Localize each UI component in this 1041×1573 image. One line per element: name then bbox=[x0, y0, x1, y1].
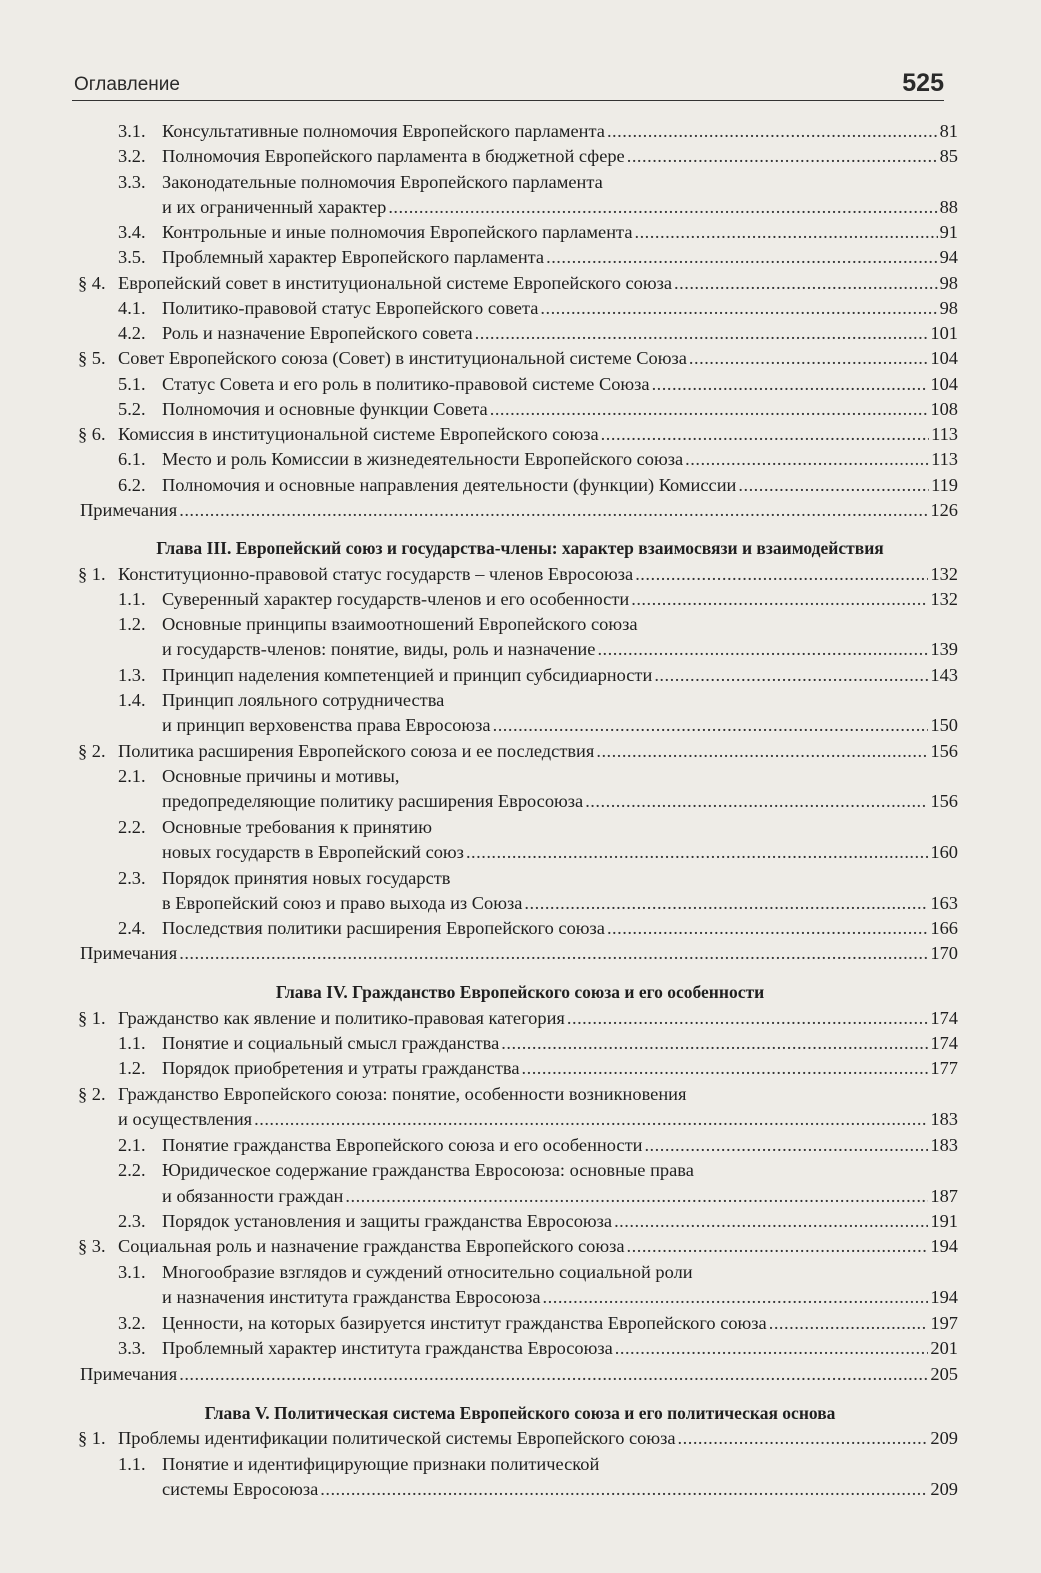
entry-title: и обязанности граждан bbox=[162, 1186, 344, 1206]
entry-page-number: 150 bbox=[930, 715, 958, 735]
entry-number: 5.1. bbox=[118, 374, 146, 394]
entry-page-number: 177 bbox=[930, 1058, 958, 1078]
entry-number: 1.3. bbox=[118, 665, 146, 685]
entry-page-number: 101 bbox=[930, 323, 958, 343]
dot-leader bbox=[627, 144, 938, 169]
entry-page-number: 88 bbox=[939, 197, 958, 217]
entry-number: 2.2. bbox=[118, 817, 146, 837]
entry-title: и принцип верховенства права Евросоюза bbox=[162, 715, 491, 735]
toc-entry bbox=[118, 815, 432, 840]
entry-number: 3.1. bbox=[118, 121, 146, 141]
entry-number: 1.1. bbox=[118, 1454, 146, 1474]
dot-leader bbox=[627, 1234, 929, 1259]
dot-leader bbox=[601, 422, 929, 447]
entry-title: и назначения института гражданства Евросоюза bbox=[162, 1287, 541, 1307]
entry-title: Гражданство Европейского союза: понятие, особенности возникновения bbox=[118, 1084, 687, 1104]
toc-entry bbox=[118, 119, 958, 144]
entry-number: 3.4. bbox=[118, 222, 146, 242]
toc-entry bbox=[118, 1260, 693, 1285]
toc-entry bbox=[118, 245, 958, 270]
toc-entry bbox=[118, 1158, 694, 1183]
dot-leader bbox=[634, 220, 937, 245]
entry-page-number: 197 bbox=[930, 1313, 958, 1333]
entry-number: 4.2. bbox=[118, 323, 146, 343]
dot-leader bbox=[546, 245, 938, 270]
entry-title: и государств-членов: понятие, виды, роль и назначение bbox=[162, 639, 596, 659]
toc-entry bbox=[118, 473, 958, 498]
entry-title: Конституционно-правовой статус государств – членов Евросоюза bbox=[118, 564, 634, 584]
dot-leader bbox=[644, 1133, 928, 1158]
entry-number: 4.1. bbox=[118, 298, 146, 318]
entry-page-number: 104 bbox=[930, 374, 958, 394]
toc-entry bbox=[162, 1477, 958, 1502]
page-number: 525 bbox=[902, 69, 944, 97]
dot-leader bbox=[654, 663, 928, 688]
toc-entry bbox=[162, 713, 958, 738]
entry-number: 2.3. bbox=[118, 1211, 146, 1231]
toc-entry bbox=[118, 764, 399, 789]
entry-title: Порядок установления и защиты гражданства Евросоюза bbox=[162, 1211, 613, 1231]
toc-entry bbox=[118, 397, 958, 422]
entry-title: Консультативные полномочия Европейского парламента bbox=[162, 121, 605, 141]
entry-title: Политико-правовой статус Европейского совета bbox=[162, 298, 539, 318]
toc-entry bbox=[162, 1285, 958, 1310]
entry-title: Понятие и идентифицирующие признаки политической bbox=[162, 1454, 600, 1474]
dot-leader bbox=[567, 1006, 929, 1031]
dot-leader bbox=[466, 840, 928, 865]
chapter-heading: Глава IV. Гражданство Европейского союза и его особенности bbox=[275, 982, 765, 1002]
dot-leader bbox=[540, 296, 937, 321]
entry-title: Порядок приобретения и утраты гражданства bbox=[162, 1058, 520, 1078]
toc-entry bbox=[78, 346, 958, 371]
entry-number: 2.4. bbox=[118, 918, 146, 938]
entry-number: 3.5. bbox=[118, 247, 146, 267]
entry-page-number: 160 bbox=[930, 842, 958, 862]
dot-leader bbox=[607, 119, 938, 144]
entry-title: в Европейский союз и право выхода из Союза bbox=[162, 893, 523, 913]
entry-page-number: 143 bbox=[930, 665, 958, 685]
entry-page-number: 205 bbox=[930, 1364, 958, 1384]
entry-number: 3.3. bbox=[118, 172, 146, 192]
toc-entry bbox=[118, 1311, 958, 1336]
entry-title: Проблемы идентификации политической системы Европейского союза bbox=[118, 1428, 676, 1448]
entry-number: 3.3. bbox=[118, 1338, 146, 1358]
chapter-heading: Глава III. Европейский союз и государства-члены: характер взаимосвязи и взаимодействия bbox=[156, 538, 884, 558]
entry-page-number: 174 bbox=[930, 1033, 958, 1053]
toc-entry bbox=[118, 1133, 958, 1158]
entry-number: § 5. bbox=[78, 348, 106, 368]
dot-leader bbox=[475, 321, 929, 346]
entry-page-number: 183 bbox=[930, 1135, 958, 1155]
toc-entry bbox=[162, 637, 958, 662]
entry-page-number: 194 bbox=[930, 1236, 958, 1256]
entry-title: Примечания bbox=[80, 1364, 178, 1384]
entry-page-number: 170 bbox=[930, 943, 958, 963]
entry-number: 6.1. bbox=[118, 449, 146, 469]
toc-entry bbox=[80, 498, 958, 523]
entry-title: Социальная роль и назначение гражданства Европейского союза bbox=[118, 1236, 625, 1256]
chapter-heading: Глава V. Политическая система Европейского союза и его политическая основа bbox=[204, 1403, 836, 1423]
entry-number: 3.2. bbox=[118, 1313, 146, 1333]
entry-page-number: 119 bbox=[931, 475, 958, 495]
entry-title: Проблемный характер Европейского парламента bbox=[162, 247, 545, 267]
dot-leader bbox=[490, 397, 929, 422]
toc-entry bbox=[118, 1209, 958, 1234]
toc-entry bbox=[118, 1107, 958, 1132]
toc-entry bbox=[118, 1031, 958, 1056]
running-title: Оглавление bbox=[74, 74, 180, 95]
toc-entry bbox=[162, 1184, 958, 1209]
dot-leader bbox=[596, 739, 928, 764]
dot-leader bbox=[501, 1031, 928, 1056]
entry-title: Место и роль Комиссии в жизнедеятельности Европейского союза bbox=[162, 449, 684, 469]
toc-entry bbox=[78, 1426, 958, 1451]
toc-entry bbox=[78, 1234, 958, 1259]
entry-title: Последствия политики расширения Европейского союза bbox=[162, 918, 605, 938]
entry-number: § 2. bbox=[78, 741, 106, 761]
toc-entry bbox=[118, 916, 958, 941]
entry-page-number: 132 bbox=[930, 589, 958, 609]
entry-title: и осуществления bbox=[118, 1109, 253, 1129]
dot-leader bbox=[597, 637, 928, 662]
toc-entry bbox=[78, 1006, 958, 1031]
entry-number: § 1. bbox=[78, 1428, 106, 1448]
toc-entry bbox=[80, 941, 958, 966]
toc-entry bbox=[80, 1362, 958, 1387]
entry-title: Политика расширения Европейского союза и ее последствия bbox=[118, 741, 595, 761]
entry-title: Полномочия и основные функции Совета bbox=[162, 399, 488, 419]
dot-leader bbox=[522, 1056, 929, 1081]
toc-entry bbox=[118, 663, 958, 688]
entry-page-number: 156 bbox=[930, 791, 958, 811]
entry-number: 1.1. bbox=[118, 589, 146, 609]
entry-page-number: 163 bbox=[930, 893, 958, 913]
toc-entry bbox=[78, 422, 958, 447]
toc-entry bbox=[118, 612, 638, 637]
dot-leader bbox=[615, 1336, 929, 1361]
toc-entry bbox=[118, 688, 444, 713]
dot-leader bbox=[345, 1184, 928, 1209]
toc-entry bbox=[118, 372, 958, 397]
toc-entry bbox=[118, 1056, 958, 1081]
toc-entry bbox=[162, 891, 958, 916]
dot-leader bbox=[769, 1311, 929, 1336]
dot-leader bbox=[689, 346, 929, 371]
entry-title: Основные причины и мотивы, bbox=[162, 766, 400, 786]
dot-leader bbox=[635, 562, 928, 587]
entry-page-number: 98 bbox=[939, 273, 958, 293]
entry-title: Роль и назначение Европейского совета bbox=[162, 323, 473, 343]
toc-entry bbox=[78, 1082, 686, 1107]
entry-page-number: 81 bbox=[939, 121, 958, 141]
entry-title: Основные требования к принятию bbox=[162, 817, 432, 837]
entry-number: 2.1. bbox=[118, 766, 146, 786]
entry-title: Полномочия и основные направления деятельности (функции) Комиссии bbox=[162, 475, 737, 495]
entry-title: Ценности, на которых базируется институт гражданства Европейского союза bbox=[162, 1313, 767, 1333]
toc-entry bbox=[118, 220, 958, 245]
toc-entry bbox=[118, 1336, 958, 1361]
entry-page-number: 209 bbox=[930, 1428, 958, 1448]
toc-entry bbox=[118, 587, 958, 612]
entry-title: Контрольные и иные полномочия Европейского парламента bbox=[162, 222, 633, 242]
entry-title: Примечания bbox=[80, 943, 178, 963]
entry-number: § 6. bbox=[78, 424, 106, 444]
entry-number: 1.1. bbox=[118, 1033, 146, 1053]
entry-number: § 1. bbox=[78, 1008, 106, 1028]
entry-page-number: 194 bbox=[930, 1287, 958, 1307]
entry-page-number: 209 bbox=[930, 1479, 958, 1499]
dot-leader bbox=[254, 1107, 928, 1132]
entry-page-number: 201 bbox=[930, 1338, 958, 1358]
dot-leader bbox=[179, 941, 928, 966]
entry-title: Комиссия в институциональной системе Европейского союза bbox=[118, 424, 599, 444]
entry-number: 5.2. bbox=[118, 399, 146, 419]
dot-leader bbox=[738, 473, 929, 498]
dot-leader bbox=[685, 447, 929, 472]
entry-number: 1.2. bbox=[118, 1058, 146, 1078]
dot-leader bbox=[320, 1477, 928, 1502]
entry-title: Гражданство как явление и политико-правовая категория bbox=[118, 1008, 565, 1028]
toc-entry bbox=[118, 321, 958, 346]
toc-entry bbox=[162, 195, 958, 220]
toc-entry bbox=[118, 144, 958, 169]
dot-leader bbox=[179, 1362, 928, 1387]
entry-page-number: 104 bbox=[930, 348, 958, 368]
entry-page-number: 91 bbox=[939, 222, 958, 242]
entry-page-number: 156 bbox=[930, 741, 958, 761]
entry-number: 3.1. bbox=[118, 1262, 146, 1282]
dot-leader bbox=[607, 916, 928, 941]
entry-page-number: 98 bbox=[939, 298, 958, 318]
entry-number: § 3. bbox=[78, 1236, 106, 1256]
toc-entry bbox=[118, 296, 958, 321]
entry-number: § 1. bbox=[78, 564, 106, 584]
toc-entry bbox=[162, 840, 958, 865]
entry-title: Законодательные полномочия Европейского парламента bbox=[162, 172, 603, 192]
entry-number: 6.2. bbox=[118, 475, 146, 495]
entry-title: Понятие и социальный смысл гражданства bbox=[162, 1033, 500, 1053]
toc-entry bbox=[118, 447, 958, 472]
entry-page-number: 166 bbox=[930, 918, 958, 938]
entry-title: Примечания bbox=[80, 500, 178, 520]
entry-title: Принцип наделения компетенцией и принцип субсидиарности bbox=[162, 665, 653, 685]
entry-title: новых государств в Европейский союз bbox=[162, 842, 464, 862]
entry-number: 1.2. bbox=[118, 614, 146, 634]
entry-page-number: 113 bbox=[931, 424, 958, 444]
toc-entry bbox=[118, 866, 451, 891]
entry-number: 2.2. bbox=[118, 1160, 146, 1180]
entry-number: 3.2. bbox=[118, 146, 146, 166]
entry-title: системы Евросоюза bbox=[162, 1479, 319, 1499]
entry-page-number: 85 bbox=[939, 146, 958, 166]
entry-title: Совет Европейского союза (Совет) в институциональной системе Союза bbox=[118, 348, 687, 368]
entry-title: Многообразие взглядов и суждений относительно социальной роли bbox=[162, 1262, 693, 1282]
toc-entry bbox=[118, 1452, 599, 1477]
dot-leader bbox=[678, 1426, 929, 1451]
entry-title: Порядок принятия новых государств bbox=[162, 868, 451, 888]
toc-entry bbox=[162, 789, 958, 814]
toc-entry bbox=[78, 271, 958, 296]
dot-leader bbox=[543, 1285, 929, 1310]
entry-number: § 2. bbox=[78, 1084, 106, 1104]
entry-title: Европейский совет в институциональной системе Европейского союза bbox=[118, 273, 673, 293]
dot-leader bbox=[493, 713, 929, 738]
entry-page-number: 108 bbox=[930, 399, 958, 419]
entry-page-number: 94 bbox=[939, 247, 958, 267]
toc-entry bbox=[78, 562, 958, 587]
entry-title: и их ограниченный характер bbox=[162, 197, 387, 217]
entry-page-number: 187 bbox=[930, 1186, 958, 1206]
entry-page-number: 139 bbox=[930, 639, 958, 659]
entry-number: 2.1. bbox=[118, 1135, 146, 1155]
entry-title: Статус Совета и его роль в политико-правовой системе Союза bbox=[162, 374, 650, 394]
entry-number: § 4. bbox=[78, 273, 106, 293]
dot-leader bbox=[179, 498, 928, 523]
entry-page-number: 126 bbox=[930, 500, 958, 520]
entry-title: Принцип лояльного сотрудничества bbox=[162, 690, 445, 710]
entry-title: Проблемный характер института гражданства Евросоюза bbox=[162, 1338, 613, 1358]
entry-title: предопределяющие политику расширения Евросоюза bbox=[162, 791, 584, 811]
entry-number: 2.3. bbox=[118, 868, 146, 888]
entry-number: 1.4. bbox=[118, 690, 146, 710]
entry-title: Понятие гражданства Европейского союза и его особенности bbox=[162, 1135, 643, 1155]
toc-entry bbox=[78, 739, 958, 764]
entry-page-number: 191 bbox=[930, 1211, 958, 1231]
dot-leader bbox=[674, 271, 938, 296]
dot-leader bbox=[524, 891, 928, 916]
entry-title: Основные принципы взаимоотношений Европейского союза bbox=[162, 614, 638, 634]
dot-leader bbox=[614, 1209, 928, 1234]
entry-page-number: 132 bbox=[930, 564, 958, 584]
dot-leader bbox=[388, 195, 937, 220]
dot-leader bbox=[585, 789, 928, 814]
entry-page-number: 174 bbox=[930, 1008, 958, 1028]
dot-leader bbox=[631, 587, 928, 612]
entry-page-number: 183 bbox=[930, 1109, 958, 1129]
entry-title: Юридическое содержание гражданства Евросоюза: основные права bbox=[162, 1160, 694, 1180]
entry-title: Суверенный характер государств-членов и его особенности bbox=[162, 589, 630, 609]
toc-entry bbox=[118, 170, 603, 195]
entry-page-number: 113 bbox=[931, 449, 958, 469]
dot-leader bbox=[652, 372, 929, 397]
entry-title: Полномочия Европейского парламента в бюджетной сфере bbox=[162, 146, 625, 166]
